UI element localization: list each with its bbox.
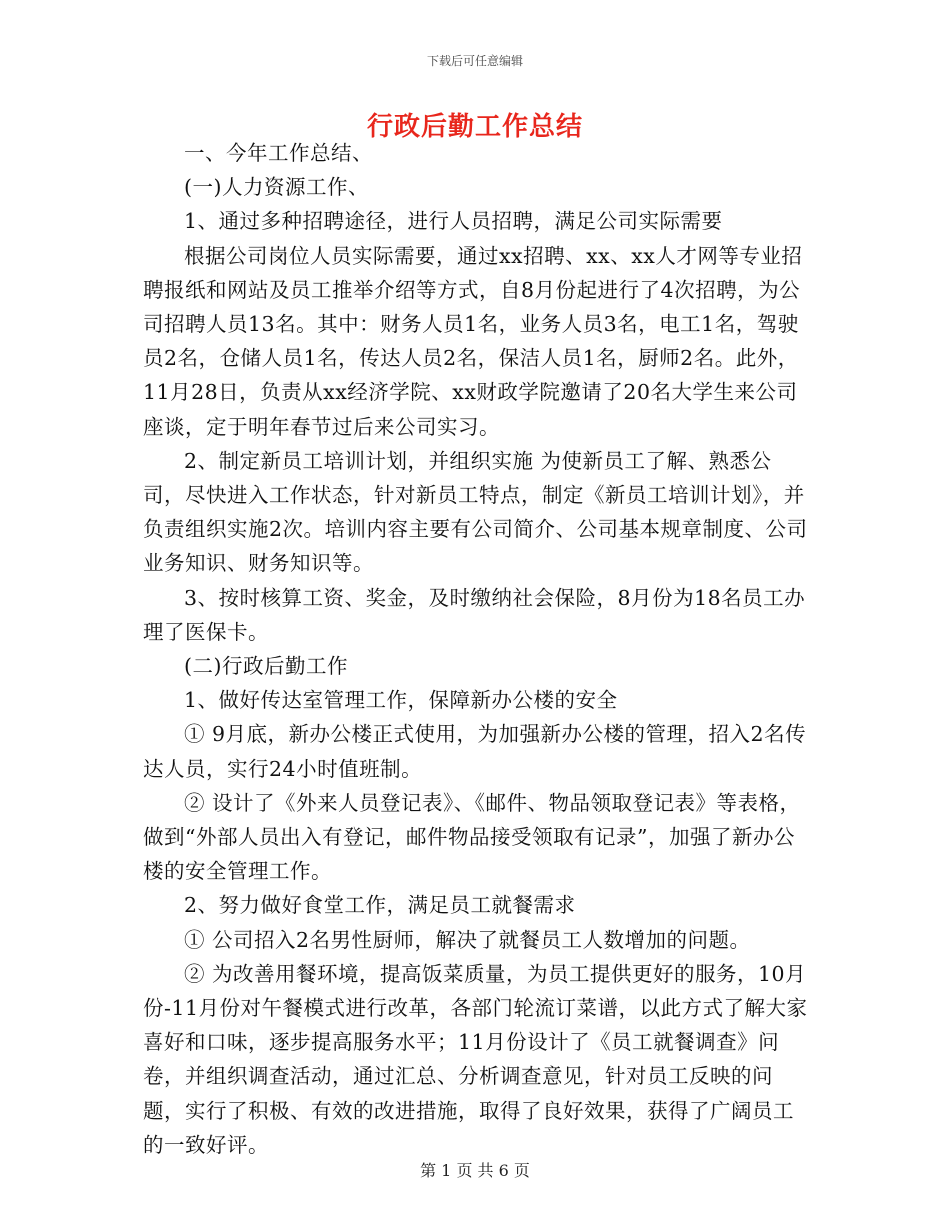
paragraph: 根据公司岗位人员实际需要，通过xx招聘、xx、xx人才网等专业招聘报纸和网站及员工推举介绍等方式，自8月份起进行了4次招聘，为公司招聘人员13名。其中：财务人员1名，业务人员3名，电工1名，驾驶员2名，仓储人员1名，传达人员2名，保洁人员1名，厨师2名。此外，11月28日，负责从xx经济学院、xx财政学院邀请了20名大学生来公司座谈，定于明年春节过后来公司实习。 <box>143 243 803 439</box>
paragraph: ① 9月底，新办公楼正式使用，为加强新办公楼的管理，招入2名传达人员，实行24小时值班制。 <box>143 722 807 781</box>
paragraph: 1、做好传达室管理工作，保障新办公楼的安全 <box>184 688 618 713</box>
paragraph: 2、努力做好食堂工作，满足员工就餐需求 <box>184 893 576 918</box>
paragraph: ② 设计了《外来人员登记表》、《邮件、物品领取登记表》等表格，做到“外部人员出入有登记，邮件物品接受领取有记录”，加强了新办公楼的安全管理工作。 <box>143 790 801 884</box>
paragraph: (二)行政后勤工作 <box>184 654 348 679</box>
paragraph: 1、通过多种招聘途径，进行人员招聘，满足公司实际需要 <box>184 209 723 234</box>
paragraph: ① 公司招入2名男性厨师，解决了就餐员工人数增加的问题。 <box>184 927 751 952</box>
document-title: 行政后勤工作总结 <box>366 112 583 142</box>
paragraph: 3、按时核算工资、奖金，及时缴纳社会保险，8月份为18名员工办理了医保卡。 <box>143 585 806 644</box>
page-header: 下载后可任意编辑 <box>426 54 523 68</box>
page-footer: 第 1 页 共 6 页 <box>420 1161 530 1180</box>
paragraph: ② 为改善用餐环境，提高饭菜质量，为员工提供更好的服务，10月份-11月份对午餐模式进行改革，各部门轮流订菜谱，以此方式了解大家喜好和口味，逐步提高服务水平；11月份设计了《员工就餐调查》问卷，并组织调查活动，通过汇总、分析调查意见，针对员工反映的问题，实行了积极、有效的改进措施，取得了良好效果，获得了广阔员工的一致好评。 <box>143 961 808 1157</box>
paragraph: 2、制定新员工培训计划，并组织实施 为使新员工了解、熟悉公司，尽快进入工作状态，针对新员工特点，制定《新员工培训计划》，并负责组织实施2次。培训内容主要有公司简介、公司基本规章制度、公司业务知识、财务知识等。 <box>143 448 808 576</box>
document-body <box>143 136 811 1162</box>
paragraph: (一)人力资源工作、 <box>184 175 369 200</box>
paragraph: 一、今年工作总结、 <box>184 141 373 165</box>
